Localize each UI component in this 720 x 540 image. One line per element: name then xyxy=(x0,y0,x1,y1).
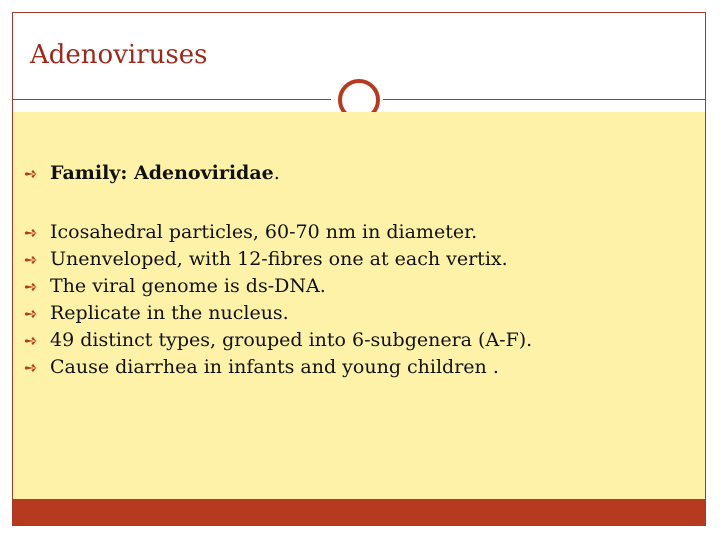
bullet-item xyxy=(24,273,684,300)
bullet-text: The viral genome is ds-DNA. xyxy=(50,275,326,297)
arrow-bullet-icon: ➺ xyxy=(24,304,38,323)
arrow-bullet-icon: ➺ xyxy=(24,250,38,269)
arrow-bullet-icon: ➺ xyxy=(24,277,38,296)
bullet-text: Replicate in the nucleus. xyxy=(50,302,289,324)
footer-bar xyxy=(13,499,705,525)
bullet-item xyxy=(24,219,684,246)
bullet-item xyxy=(24,300,684,327)
family-period: . xyxy=(273,162,280,184)
bullet-list xyxy=(24,160,684,381)
bullet-text: Unenveloped, with 12-fibres one at each vertix. xyxy=(50,248,508,270)
arrow-bullet-icon: ➺ xyxy=(24,164,38,183)
slide-title: Adenoviruses xyxy=(30,40,208,70)
arrow-bullet-icon: ➺ xyxy=(24,331,38,350)
arrow-bullet-icon: ➺ xyxy=(24,223,38,242)
bullet-text: Cause diarrhea in infants and young children . xyxy=(50,356,499,378)
bullet-item xyxy=(24,354,684,381)
family-label: Family: Adenoviridae xyxy=(50,162,274,184)
arrow-bullet-icon: ➺ xyxy=(24,358,38,377)
bullet-text: Icosahedral particles, 60-70 nm in diameter. xyxy=(50,221,478,243)
bullet-item xyxy=(24,327,684,354)
bullet-family xyxy=(24,160,684,187)
bullet-item xyxy=(24,246,684,273)
bullet-text: 49 distinct types, grouped into 6-subgenera (A-F). xyxy=(50,329,533,351)
